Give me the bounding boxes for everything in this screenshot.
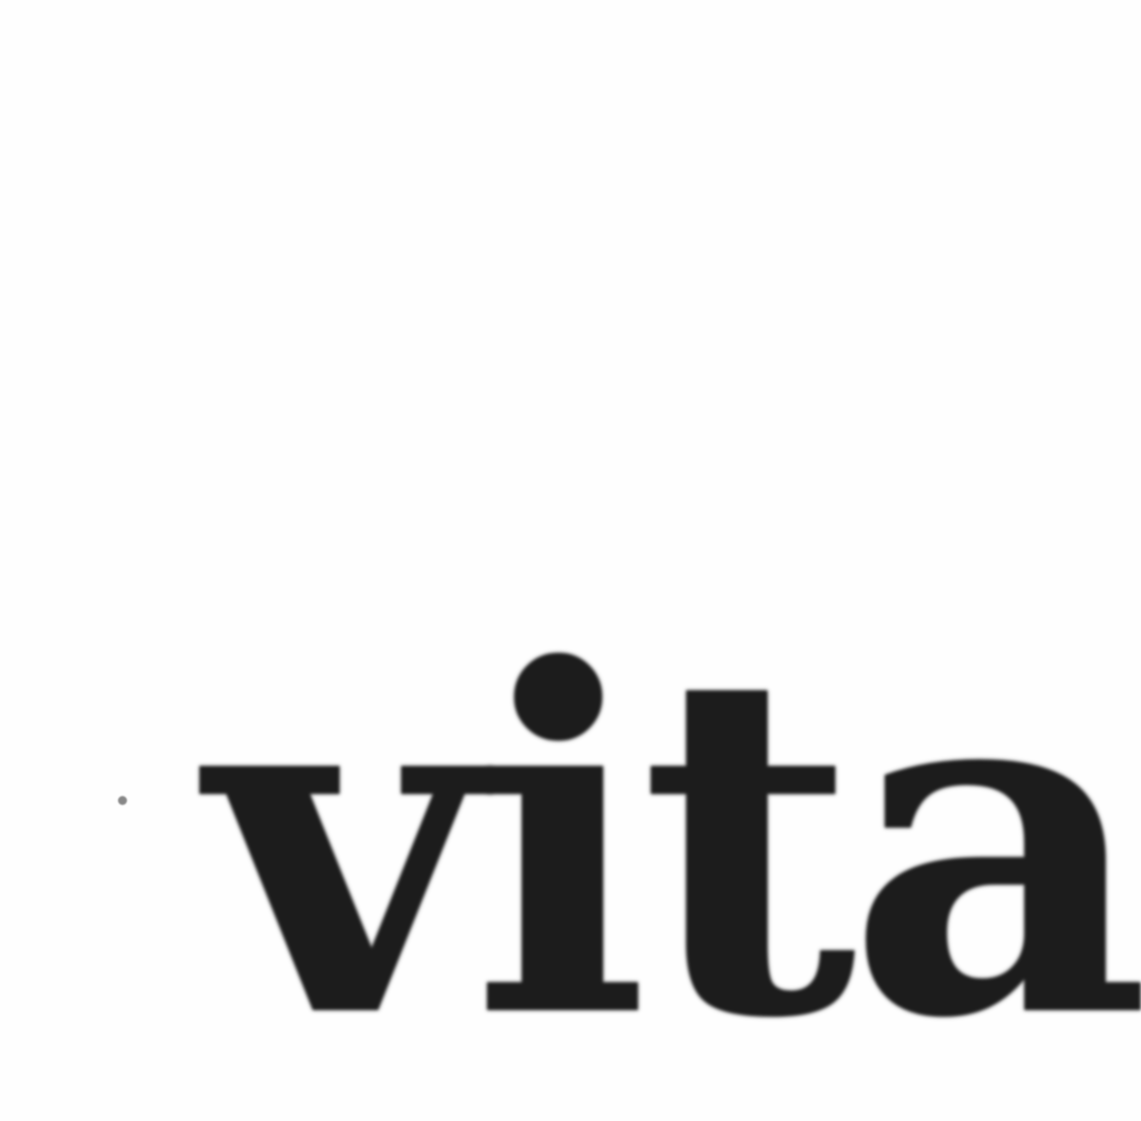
cropped-word: vita (208, 569, 1141, 1121)
ink-speck (118, 796, 127, 805)
